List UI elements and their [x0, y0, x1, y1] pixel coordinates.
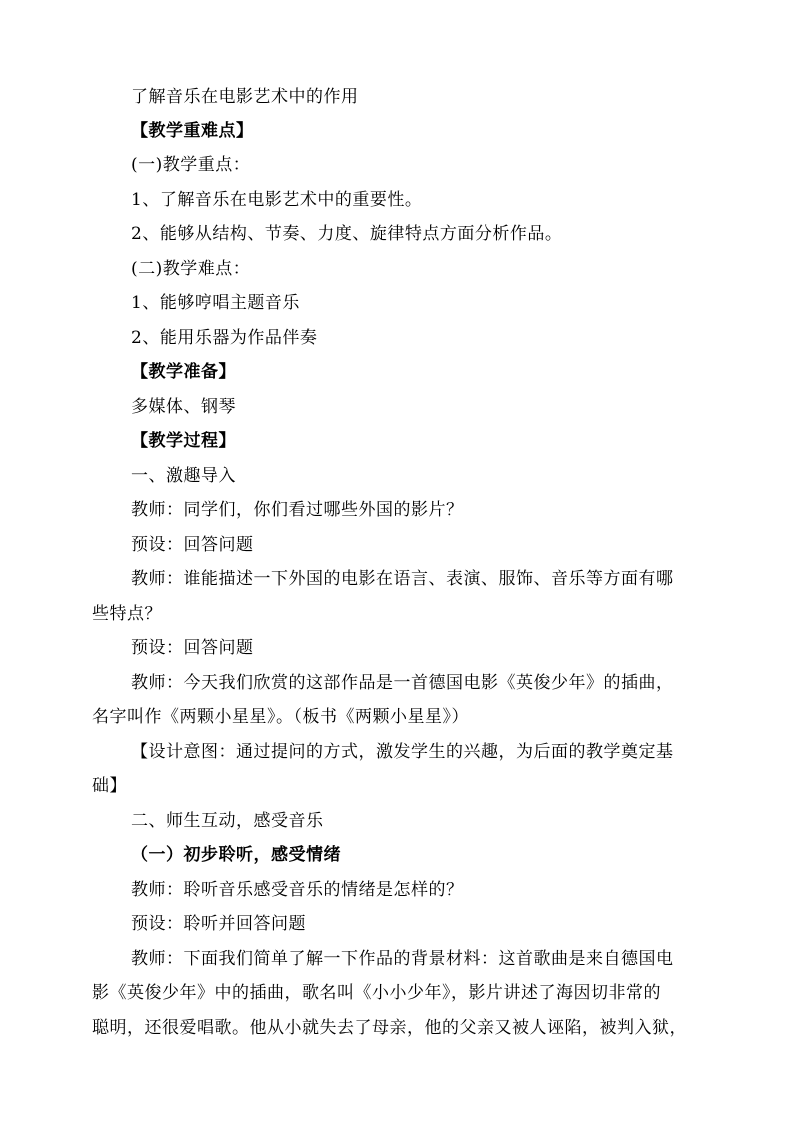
list-item: 1、了解音乐在电影艺术中的重要性。 [131, 190, 423, 210]
list-item: 2、能用乐器为作品伴奏 [131, 328, 318, 348]
design-intent-line: 【设计意图：通过提问的方式，激发学生的兴趣，为后面的教学奠定基 [131, 742, 674, 762]
paragraph-line: 聪明，还很爱唱歌。他从小就失去了母亲，他的父亲又被人诬陷，被判入狱， [92, 1018, 687, 1038]
subheading: 一、激趣导入 [131, 466, 236, 486]
subheading: 二、师生互动，感受音乐 [131, 811, 324, 831]
paragraph-line: 预设：聆听并回答问题 [131, 914, 306, 934]
paragraph-line: 多媒体、钢琴 [131, 397, 236, 417]
subheading: (一)教学重点： [131, 155, 251, 175]
paragraph-line: 预设：回答问题 [131, 638, 254, 658]
paragraph-line: 了解音乐在电影艺术中的作用 [131, 87, 359, 107]
paragraph-line: 教师：聆听音乐感受音乐的情绪是怎样的？ [131, 880, 464, 900]
subheading: (二)教学难点： [131, 259, 251, 279]
list-item: 1、能够哼唱主题音乐 [131, 293, 300, 313]
section-heading: 【教学准备】 [131, 362, 236, 382]
list-item: 2、能够从结构、节奏、力度、旋律特点方面分析作品。 [131, 224, 563, 244]
paragraph-line: 名字叫作《两颗小星星》。（板书《两颗小星星》） [92, 707, 469, 727]
paragraph-line: 些特点？ [92, 604, 162, 624]
subheading-bold: （一）初步聆听，感受情绪 [131, 845, 341, 865]
paragraph-line: 教师：下面我们简单了解一下作品的背景材料：这首歌曲是来自德国电 [131, 949, 674, 969]
design-intent-line: 础】 [92, 776, 127, 796]
paragraph-line: 影《英俊少年》中的插曲，歌名叫《小小少年》，影片讲述了海因切非常的 [92, 983, 661, 1003]
paragraph-line: 预设：回答问题 [131, 535, 254, 555]
section-heading: 【教学过程】 [131, 431, 236, 451]
paragraph-line: 教师：同学们，你们看过哪些外国的影片？ [131, 500, 464, 520]
paragraph-line: 教师：今天我们欣赏的这部作品是一首德国电影《英俊少年》的插曲， [131, 673, 674, 693]
section-heading: 【教学重难点】 [131, 121, 254, 141]
paragraph-line: 教师：谁能描述一下外国的电影在语言、表演、服饰、音乐等方面有哪 [131, 569, 674, 589]
